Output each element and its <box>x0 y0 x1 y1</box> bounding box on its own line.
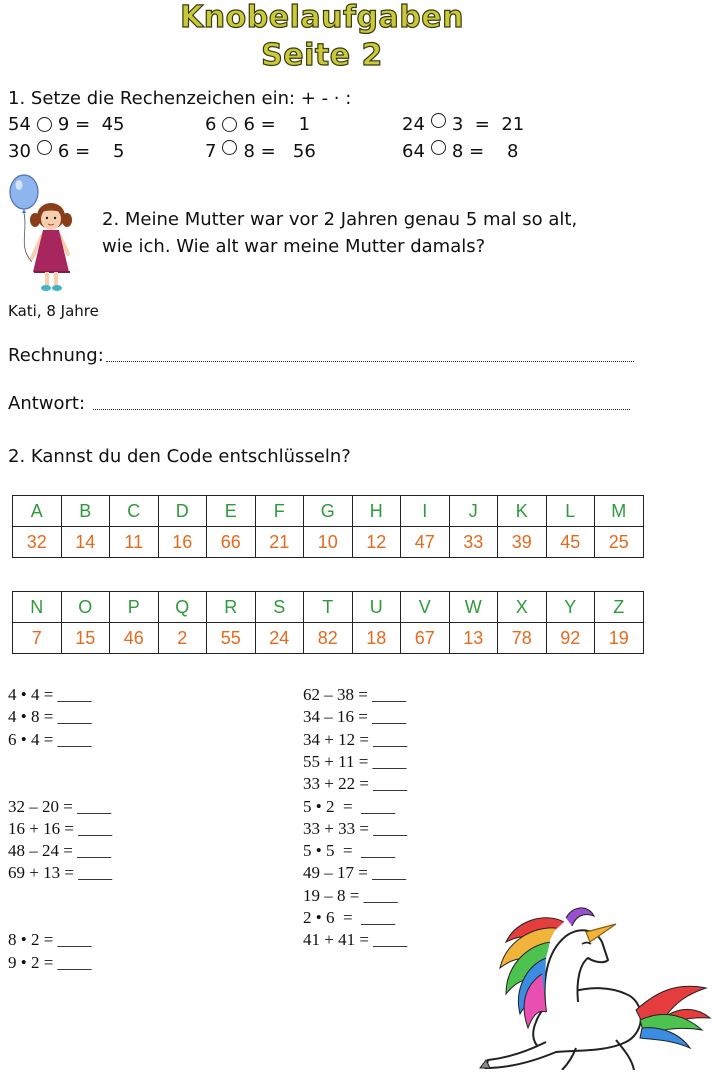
code-letter-cell: W <box>449 592 498 623</box>
arithmetic-task[interactable]: 33 + 22 = ____ <box>303 774 408 794</box>
arithmetic-task[interactable]: 55 + 11 = ____ <box>303 751 407 771</box>
arithmetic-task[interactable]: 62 – 38 = ____ <box>303 685 407 704</box>
rechnung-answer-line[interactable] <box>106 361 634 362</box>
operator-blank[interactable] <box>37 140 52 155</box>
task1-heading: 1. Setze die Rechenzeichen ein: + - · : <box>8 88 352 109</box>
arithmetic-task[interactable]: 41 + 41 = ____ <box>303 930 408 950</box>
code-letter-cell: B <box>61 496 110 527</box>
code-letter-cell: T <box>304 592 353 623</box>
code-letter-cell: Y <box>546 592 595 623</box>
code-number-cell: 25 <box>595 527 644 558</box>
code-letter-cell: J <box>449 496 498 527</box>
code-letter-cell: K <box>498 496 547 527</box>
equation: 64 8 = 8 <box>402 141 519 162</box>
arithmetic-task[interactable]: 5 • 2 = ____ <box>303 796 396 816</box>
code-letter-cell: D <box>158 496 207 527</box>
code-letter-cell: H <box>352 496 401 527</box>
equation: 7 8 = 56 <box>205 141 316 162</box>
operator-blank[interactable] <box>222 140 237 155</box>
arithmetic-task[interactable]: 5 • 5 = ____ <box>303 841 396 861</box>
girl-caption: Kati, 8 Jahre <box>8 302 99 320</box>
arithmetic-task[interactable]: 4 • 8 = ____ <box>8 707 92 727</box>
arithmetic-task[interactable]: 34 – 16 = ____ <box>303 707 407 727</box>
code-number-cell: 7 <box>13 623 62 654</box>
code-letter-cell: R <box>207 592 256 623</box>
arithmetic-task[interactable]: 16 + 16 = ____ <box>8 818 113 838</box>
code-number-cell: 14 <box>61 527 110 558</box>
code-number-cell: 21 <box>255 527 304 558</box>
operator-blank[interactable] <box>37 117 52 132</box>
code-letter-cell: E <box>207 496 256 527</box>
arithmetic-task[interactable]: 4 • 4 = ____ <box>8 685 92 704</box>
code-number-cell: 12 <box>352 527 401 558</box>
arithmetic-task[interactable]: 32 – 20 = ____ <box>8 796 112 816</box>
arithmetic-task[interactable]: 49 – 17 = ____ <box>303 863 407 883</box>
code-letter-cell: F <box>255 496 304 527</box>
code-number-cell: 19 <box>595 623 644 654</box>
code-table-n-z <box>12 591 644 654</box>
code-number-cell: 78 <box>498 623 547 654</box>
arithmetic-task[interactable]: 2 • 6 = ____ <box>303 908 396 927</box>
code-number-cell: 47 <box>401 527 450 558</box>
code-number-cell: 32 <box>13 527 62 558</box>
arithmetic-task[interactable]: 6 • 4 = ____ <box>8 729 92 749</box>
code-number-cell: 24 <box>255 623 304 654</box>
balloon-girl-illustration <box>4 172 86 294</box>
code-letter-cell: P <box>110 592 159 623</box>
code-letter-cell: Q <box>158 592 207 623</box>
code-letter-cell: S <box>255 592 304 623</box>
equation: 24 3 = 21 <box>402 114 525 135</box>
arithmetic-task[interactable]: 69 + 13 = ____ <box>8 863 113 883</box>
operator-blank[interactable] <box>431 140 446 155</box>
arithmetic-task[interactable]: 8 • 2 = ____ <box>8 930 92 950</box>
code-number-cell: 11 <box>110 527 159 558</box>
page-title: Knobelaufgaben <box>180 0 464 35</box>
code-number-cell: 13 <box>449 623 498 654</box>
code-number-cell: 15 <box>61 623 110 654</box>
equation: 30 6 = 5 <box>8 141 125 162</box>
code-letter-cell: C <box>110 496 159 527</box>
antwort-label: Antwort: <box>8 393 86 414</box>
arithmetic-task[interactable]: 34 + 12 = ____ <box>303 729 408 749</box>
arithmetic-task[interactable]: 19 – 8 = ____ <box>303 885 398 905</box>
rechnung-label: Rechnung: <box>8 345 104 366</box>
code-number-cell: 55 <box>207 623 256 654</box>
arithmetic-task[interactable]: 33 + 33 = ____ <box>303 818 408 838</box>
task3-heading: 2. Kannst du den Code entschlüsseln? <box>8 446 351 467</box>
code-number-cell: 10 <box>304 527 353 558</box>
code-number-cell: 18 <box>352 623 401 654</box>
code-letter-cell: M <box>595 496 644 527</box>
operator-blank[interactable] <box>431 113 446 128</box>
code-number-cell: 46 <box>110 623 159 654</box>
code-table-a-m <box>12 495 644 558</box>
code-number-cell: 66 <box>207 527 256 558</box>
code-number-cell: 82 <box>304 623 353 654</box>
arithmetic-task[interactable]: 9 • 2 = ____ <box>8 952 92 972</box>
equation: 6 6 = 1 <box>205 114 311 135</box>
unicorn-illustration <box>476 902 712 1070</box>
code-letter-cell: N <box>13 592 62 623</box>
code-number-cell: 67 <box>401 623 450 654</box>
code-number-cell: 92 <box>546 623 595 654</box>
code-letter-cell: I <box>401 496 450 527</box>
code-letter-cell: U <box>352 592 401 623</box>
code-number-cell: 2 <box>158 623 207 654</box>
code-letter-cell: V <box>401 592 450 623</box>
task2-question-line1: 2. Meine Mutter war vor 2 Jahren genau 5 mal so alt, <box>102 209 578 230</box>
code-number-cell: 16 <box>158 527 207 558</box>
code-letter-cell: Z <box>595 592 644 623</box>
antwort-answer-line[interactable] <box>93 409 630 410</box>
code-letter-cell: O <box>61 592 110 623</box>
code-letter-cell: G <box>304 496 353 527</box>
page-subtitle: Seite 2 <box>261 38 383 73</box>
task2-question-line2: wie ich. Wie alt war meine Mutter damals? <box>102 236 486 257</box>
code-number-cell: 45 <box>546 527 595 558</box>
code-number-cell: 33 <box>449 527 498 558</box>
operator-blank[interactable] <box>222 117 237 132</box>
code-letter-cell: L <box>546 496 595 527</box>
code-letter-cell: X <box>498 592 547 623</box>
equation: 54 9 = 45 <box>8 114 125 135</box>
arithmetic-task[interactable]: 48 – 24 = ____ <box>8 841 112 861</box>
code-letter-cell: A <box>13 496 62 527</box>
code-number-cell: 39 <box>498 527 547 558</box>
